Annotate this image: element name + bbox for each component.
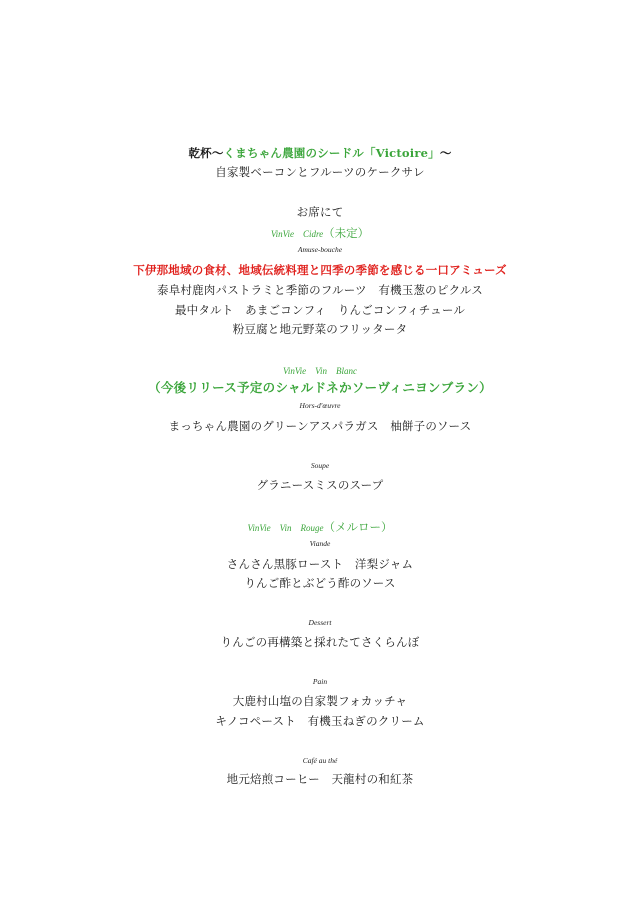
soupe-item-1: グラニースミスのスープ [256, 478, 384, 492]
aperitif-item: 自家製ベーコンとフルーツのケークサレ [215, 165, 425, 179]
course-title-amuse: Amuse-bouche [297, 245, 343, 254]
aperitif-suffix: ～ [439, 146, 452, 160]
amuse-wine-latin: VinVie Cidre [270, 229, 324, 239]
pain-item-2: キノコペースト 有機玉ねぎのクリーム [215, 714, 425, 728]
hors-wine-latin: VinVie Vin Blanc [283, 366, 357, 376]
amuse-wine [0, 226, 640, 241]
viande-item-1: さんさん黒豚ロースト 洋梨ジャム [226, 557, 414, 571]
dessert-item-1: りんごの再構築と採れたてさくらんぼ [220, 635, 420, 649]
aperitif-prefix: 乾杯～ [188, 146, 224, 160]
amuse-item-3: 粉豆腐と地元野菜のフリッタータ [232, 322, 408, 336]
amuse-headline: 下伊那地域の食材、地域伝統料理と四季の季節を感じる一口アミューズ [133, 263, 507, 277]
hors-item-1: まっちゃん農園のグリーンアスパラガス 柚餅子のソース [168, 419, 472, 433]
amuse-item-2: 最中タルト あまごコンフィ りんごコンフィチュール [174, 303, 466, 317]
amuse-wine-jp: （未定） [323, 226, 370, 240]
course-title-dessert: Dessert [308, 618, 332, 627]
pain-item-1: 大鹿村山塩の自家製フォカッチャ [232, 694, 408, 708]
course-title-viande: Viande [309, 539, 331, 548]
seating-label: お席にて [296, 205, 344, 219]
viande-wine-latin: VinVie Vin Rouge [247, 523, 324, 533]
aperitif-line [0, 146, 640, 160]
course-title-pain: Pain [312, 677, 328, 686]
viande-wine [0, 520, 640, 535]
aperitif-drink: くまちゃん農園のシードル「Victoire」 [223, 146, 440, 160]
course-title-cafe: Café au thé [302, 756, 338, 765]
viande-wine-jp: （メルロー） [323, 520, 393, 534]
cafe-item-1: 地元焙煎コーヒー 天龍村の和紅茶 [226, 772, 414, 786]
course-title-hors-doeuvre: Hors-d'œuvre [299, 401, 341, 410]
course-title-soupe: Soupe [310, 461, 330, 470]
amuse-item-1: 泰阜村鹿肉パストラミと季節のフルーツ 有機玉葱のピクルス [157, 283, 483, 297]
viande-item-2: りんご酢とぶどう酢のソース [244, 576, 396, 590]
hors-wine-note: （今後リリース予定のシャルドネかソーヴィニヨンブラン） [148, 380, 492, 395]
